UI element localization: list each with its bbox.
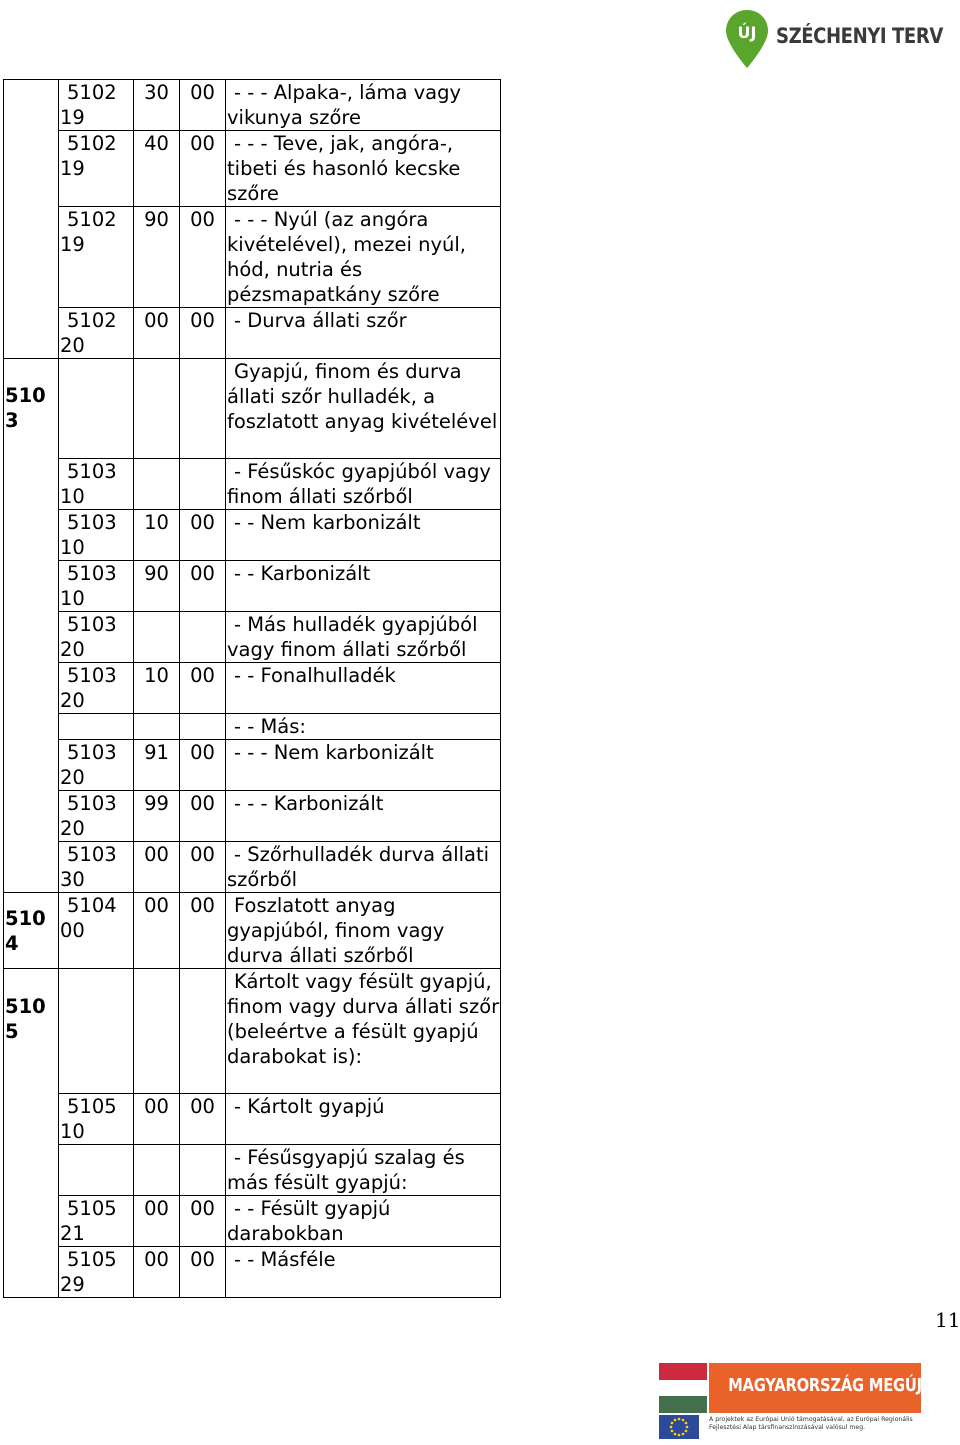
subcode-cell: 00	[180, 893, 226, 969]
description-cell: Foszlatott anyag gyapjúból, finom vagy durva állati szőrből	[226, 893, 501, 969]
code-cell: 5103 10	[59, 561, 134, 612]
code-cell: 5102 19	[59, 131, 134, 207]
subcode-cell: 00	[180, 131, 226, 207]
subcode-cell: 90	[134, 561, 180, 612]
table-row	[4, 1247, 501, 1298]
banner	[709, 1363, 943, 1413]
subcode-cell: 40	[134, 131, 180, 207]
description-cell: - Más hulladék gyapjúból vagy finom állati szőrből	[226, 612, 501, 663]
description-cell: - - - Teve, jak, angóra-, tibeti és hasonló kecske szőre	[226, 131, 501, 207]
tariff-table	[3, 79, 501, 1298]
subcode-cell: 00	[134, 893, 180, 969]
page-number: 11	[935, 1308, 960, 1332]
code-cell: 5105 29	[59, 1247, 134, 1298]
subcode-cell: 99	[134, 791, 180, 842]
code-cell	[59, 1145, 134, 1196]
table-row	[4, 561, 501, 612]
description-cell: - - - Nem karbonizált	[226, 740, 501, 791]
subcode-cell: 00	[180, 561, 226, 612]
subcode-cell: 00	[180, 663, 226, 714]
subcode-cell: 10	[134, 663, 180, 714]
description-cell: - - - Nyúl (az angóra kivételével), mezei nyúl, hód, nutria és pézsmapatkány szőre	[226, 207, 501, 308]
code-cell: 5103 20	[59, 663, 134, 714]
subcode-cell	[180, 1145, 226, 1196]
banner-text: MAGYARORSZÁG MEGÚJUL	[728, 1375, 943, 1396]
table-row	[4, 842, 501, 893]
subcode-cell: 00	[180, 1196, 226, 1247]
table-row	[4, 612, 501, 663]
subcode-cell	[180, 459, 226, 510]
subcode-cell: 00	[180, 1247, 226, 1298]
code-cell	[59, 969, 134, 1094]
heading-code-cell	[4, 80, 59, 359]
subcode-cell	[134, 714, 180, 740]
subcode-cell: 90	[134, 207, 180, 308]
eu-support-text: A projektek az Európai Unió támogatásával, az Európai Regionális Fejlesztési Alap társfinanszírozásával valósul meg.	[709, 1416, 913, 1431]
table-row	[4, 1094, 501, 1145]
table-row	[4, 131, 501, 207]
subcode-cell: 00	[134, 842, 180, 893]
description-cell: - - Fésült gyapjú darabokban	[226, 1196, 501, 1247]
table-row	[4, 359, 501, 459]
subcode-cell: 00	[180, 791, 226, 842]
description-cell: - Fésűsgyapjú szalag és más fésült gyapjú:	[226, 1145, 501, 1196]
logo-uj-text: ÚJ	[737, 23, 757, 42]
subcode-cell	[180, 714, 226, 740]
description-cell: - Durva állati szőr	[226, 308, 501, 359]
subcode-cell	[134, 1145, 180, 1196]
table-row	[4, 1145, 501, 1196]
subcode-cell	[180, 359, 226, 459]
code-cell: 5104 00	[59, 893, 134, 969]
description-cell: - - Nem karbonizált	[226, 510, 501, 561]
code-cell	[59, 359, 134, 459]
code-cell: 5102 19	[59, 207, 134, 308]
table-row	[4, 663, 501, 714]
subcode-cell: 00	[134, 1196, 180, 1247]
eu-flag-icon	[659, 1415, 699, 1439]
logo-brand-text: SZÉCHENYI TERV	[776, 24, 943, 48]
code-cell: 5103 20	[59, 791, 134, 842]
table-row	[4, 80, 501, 131]
subcode-cell: 30	[134, 80, 180, 131]
subcode-cell: 00	[180, 308, 226, 359]
table-row	[4, 308, 501, 359]
heading-code-cell: 5105	[4, 969, 59, 1298]
heading-code-cell: 5104	[4, 893, 59, 969]
table-row	[4, 510, 501, 561]
code-cell: 5103 20	[59, 740, 134, 791]
description-cell: - Fésűskóc gyapjúból vagy finom állati szőrből	[226, 459, 501, 510]
subcode-cell: 00	[134, 1094, 180, 1145]
code-cell: 5102 20	[59, 308, 134, 359]
description-cell: Kártolt vagy fésült gyapjú, finom vagy durva állati szőr (beleértve a fésült gyapjú darabokat is):	[226, 969, 501, 1094]
table-row	[4, 459, 501, 510]
description-cell: - - Fonalhulladék	[226, 663, 501, 714]
subcode-cell: 00	[180, 740, 226, 791]
map-pin-icon	[724, 8, 770, 70]
subcode-cell: 00	[134, 1247, 180, 1298]
description-cell: - - Másféle	[226, 1247, 501, 1298]
code-cell: 5103 10	[59, 510, 134, 561]
subcode-cell	[180, 612, 226, 663]
description-cell: - - Karbonizált	[226, 561, 501, 612]
code-cell: 5103 10	[59, 459, 134, 510]
table-row	[4, 969, 501, 1094]
code-cell: 5103 30	[59, 842, 134, 893]
subcode-cell	[134, 612, 180, 663]
table-row	[4, 714, 501, 740]
subcode-cell: 10	[134, 510, 180, 561]
description-cell: - - - Alpaka-, láma vagy vikunya szőre	[226, 80, 501, 131]
code-cell: 5105 21	[59, 1196, 134, 1247]
subcode-cell	[180, 969, 226, 1094]
subcode-cell: 00	[180, 510, 226, 561]
code-cell: 5102 19	[59, 80, 134, 131]
subcode-cell: 00	[180, 1094, 226, 1145]
subcode-cell: 00	[180, 207, 226, 308]
subcode-cell: 00	[180, 842, 226, 893]
description-cell: - Kártolt gyapjú	[226, 1094, 501, 1145]
table-row	[4, 1196, 501, 1247]
subcode-cell	[134, 359, 180, 459]
magyarorszag-megujul-logo	[657, 1361, 943, 1441]
description-cell: - - Más:	[226, 714, 501, 740]
description-cell: - Szőrhulladék durva állati szőrből	[226, 842, 501, 893]
table-row	[4, 893, 501, 969]
szechenyi-terv-logo	[722, 6, 947, 72]
table-row	[4, 791, 501, 842]
code-cell: 5105 10	[59, 1094, 134, 1145]
heading-code-cell: 5103	[4, 359, 59, 893]
subcode-cell: 91	[134, 740, 180, 791]
subcode-cell: 00	[134, 308, 180, 359]
description-cell: Gyapjú, finom és durva állati szőr hulladék, a foszlatott anyag kivételével	[226, 359, 501, 459]
code-cell: 5103 20	[59, 612, 134, 663]
description-cell: - - - Karbonizált	[226, 791, 501, 842]
subcode-cell	[134, 459, 180, 510]
table-row	[4, 740, 501, 791]
subcode-cell	[134, 969, 180, 1094]
hungarian-flag-icon	[659, 1363, 707, 1413]
subcode-cell: 00	[180, 80, 226, 131]
table-row	[4, 207, 501, 308]
code-cell	[59, 714, 134, 740]
